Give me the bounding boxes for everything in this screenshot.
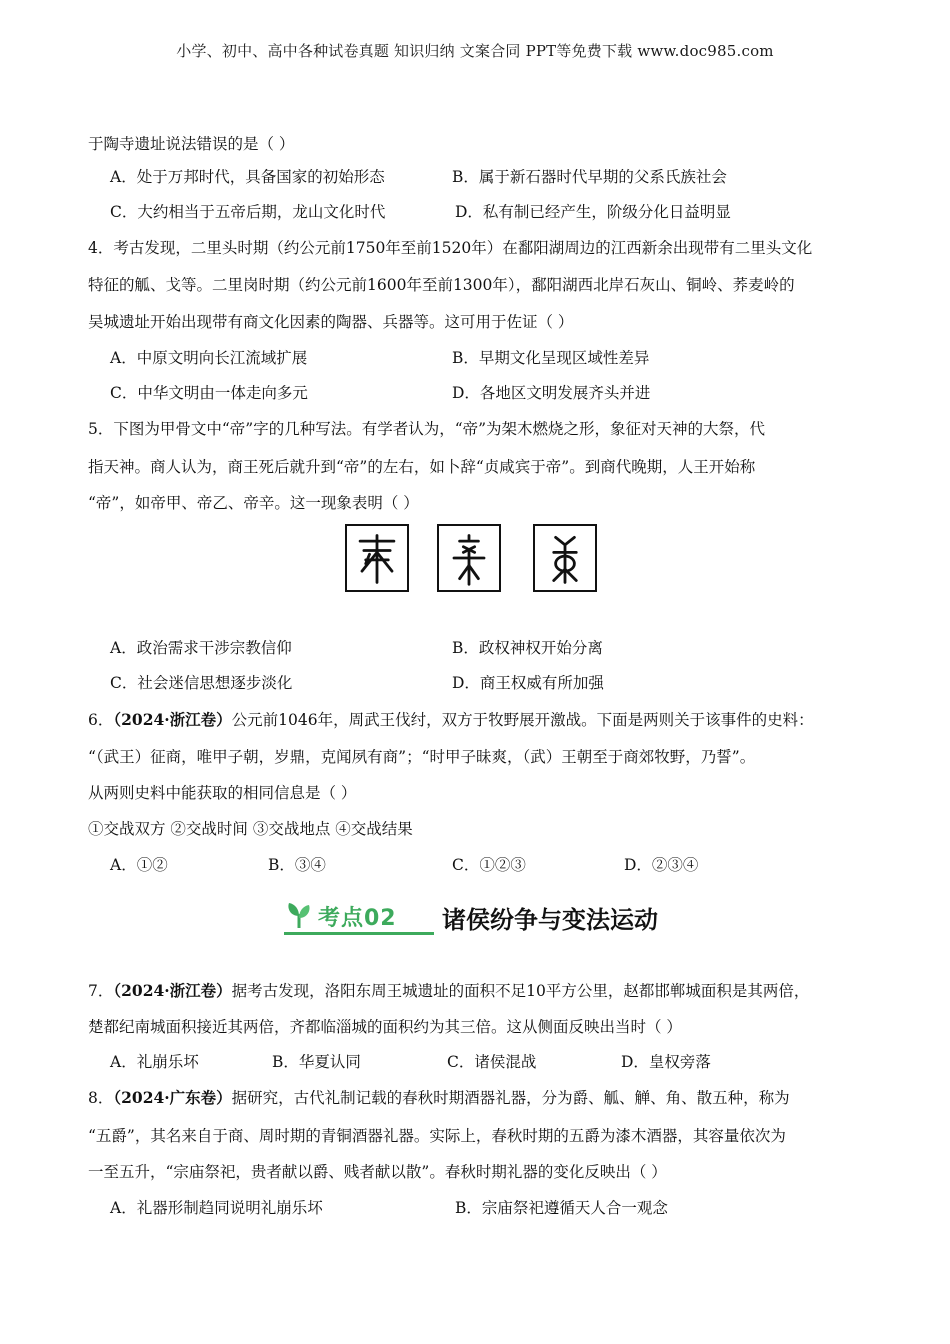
q7-stem-text: 据考古发现，洛阳东周王城遗址的面积不足10平方公里，赵都邯郸城面积是其两倍，: [231, 982, 810, 1000]
q8-stem-line-3: 一至五升，“宗庙祭祀，贵者献以爵、贱者献以散”。春秋时期礼器的变化反映出（ ）: [88, 1163, 667, 1181]
q6-stem-line-1: [88, 708, 814, 730]
q6-stem-line-2: “（武王）征商，唯甲子朝，岁鼎，克闻夙有商”；“时甲子昧爽，（武）王朝至于商郊牧野，乃誓”。: [88, 748, 756, 766]
q7-stem-line-1: [88, 979, 809, 1001]
q5-stem-line-2: 指天神。商人认为，商王死后就升到“帝”的左右，如卜辞“贞咸宾于帝”。到商代晚期，人王开始称: [88, 458, 756, 476]
section-badge: [282, 898, 432, 931]
q8-option-a[interactable]: A．礼器形制趋同说明礼崩乐坏: [110, 1199, 323, 1217]
q8-stem-line-1: [88, 1086, 790, 1108]
q4-stem-line-1: 4．考古发现，二里头时期（约公元前1750年至前1520年）在鄱阳湖周边的江西新余出现带有二里头文化: [88, 239, 813, 257]
q8-stem-line-2: “五爵”，其名来自于商、周时期的青铜酒器礼器。实际上，春秋时期的五爵为漆木酒器，其容量依次为: [88, 1127, 786, 1145]
q6-option-d[interactable]: D．②③④: [624, 856, 699, 874]
q6-option-c[interactable]: C．①②③: [452, 856, 526, 874]
q6-items: ①交战双方 ②交战时间 ③交战地点 ④交战结果: [88, 820, 413, 838]
q4-stem-line-2: 特征的觚、戈等。二里岗时期（约公元前1600年至前1300年），鄱阳湖西北岸石灰山、铜岭、荞麦岭的: [88, 276, 795, 294]
q6-stem-text: 公元前1046年，周武王伐纣，双方于牧野展开激战。下面是两则关于该事件的史料：: [231, 711, 814, 729]
section-badge-label: 考点02: [318, 906, 397, 931]
oracle-glyph-di-2: [437, 524, 501, 592]
q8-option-b[interactable]: B．宗庙祭祀遵循天人合一观念: [455, 1199, 668, 1217]
q7-option-c[interactable]: C．诸侯混战: [447, 1053, 537, 1071]
section-title: 诸侯纷争与变法运动: [442, 906, 658, 934]
section-underline: [284, 932, 434, 935]
q3-stem: 于陶寺遗址说法错误的是（ ）: [88, 135, 295, 153]
q7-source: （2024·浙江卷）: [113, 981, 232, 1000]
q5-stem-line-3: “帝”，如帝甲、帝乙、帝辛。这一现象表明（ ）: [88, 494, 419, 512]
q3-option-b[interactable]: B．属于新石器时代早期的父系氏族社会: [452, 168, 727, 186]
oracle-bone-figure: [345, 524, 605, 596]
q3-option-a[interactable]: A．处于万邦时代，具备国家的初始形态: [110, 168, 385, 186]
q5-option-b[interactable]: B．政权神权开始分离: [452, 639, 603, 657]
q4-option-d[interactable]: D．各地区文明发展齐头并进: [452, 384, 651, 402]
q4-option-c[interactable]: C．中华文明由一体走向多元: [110, 384, 308, 402]
q6-stem-line-3: 从两则史料中能获取的相同信息是（ ）: [88, 784, 357, 802]
q6-option-a[interactable]: A．①②: [110, 856, 168, 874]
section-heading: [282, 894, 702, 938]
q8-number: 8．: [88, 1089, 114, 1107]
oracle-glyph-di-3: [533, 524, 597, 592]
q7-option-d[interactable]: D．皇权旁落: [621, 1053, 711, 1071]
oracle-glyph-di-1: [345, 524, 409, 592]
q6-option-b[interactable]: B．③④: [268, 856, 326, 874]
q6-number: 6．: [88, 711, 114, 729]
leaf-icon: [284, 900, 314, 930]
q3-option-c[interactable]: C．大约相当于五帝后期，龙山文化时代: [110, 203, 386, 221]
q5-option-a[interactable]: A．政治需求干涉宗教信仰: [110, 639, 292, 657]
q7-stem-line-2: 楚都纪南城面积接近其两倍，齐都临淄城的面积约为其三倍。这从侧面反映出当时（ ）: [88, 1018, 682, 1036]
page-header: 小学、初中、高中各种试卷真题 知识归纳 文案合同 PPT等免费下载 www.doc985.com: [176, 42, 774, 60]
q5-option-d[interactable]: D．商王权威有所加强: [452, 674, 604, 692]
q5-stem-line-1: 5．下图为甲骨文中“帝”字的几种写法。有学者认为，“帝”为架木燃烧之形，象征对天神的大祭，代: [88, 420, 766, 438]
q8-source: （2024·广东卷）: [113, 1088, 232, 1107]
q7-number: 7．: [88, 982, 114, 1000]
q8-stem-text: 据研究，古代礼制记载的春秋时期酒器礼器，分为爵、觚、觯、角、散五种，称为: [231, 1089, 790, 1107]
q6-source: （2024·浙江卷）: [113, 710, 232, 729]
q4-option-b[interactable]: B．早期文化呈现区域性差异: [452, 349, 650, 367]
q7-option-b[interactable]: B．华夏认同: [272, 1053, 361, 1071]
q3-option-d[interactable]: D．私有制已经产生，阶级分化日益明显: [455, 203, 731, 221]
q4-stem-line-3: 吴城遗址开始出现带有商文化因素的陶器、兵器等。这可用于佐证（ ）: [88, 313, 574, 331]
q7-option-a[interactable]: A．礼崩乐坏: [110, 1053, 199, 1071]
q4-option-a[interactable]: A．中原文明向长江流域扩展: [110, 349, 308, 367]
q5-option-c[interactable]: C．社会迷信思想逐步淡化: [110, 674, 293, 692]
